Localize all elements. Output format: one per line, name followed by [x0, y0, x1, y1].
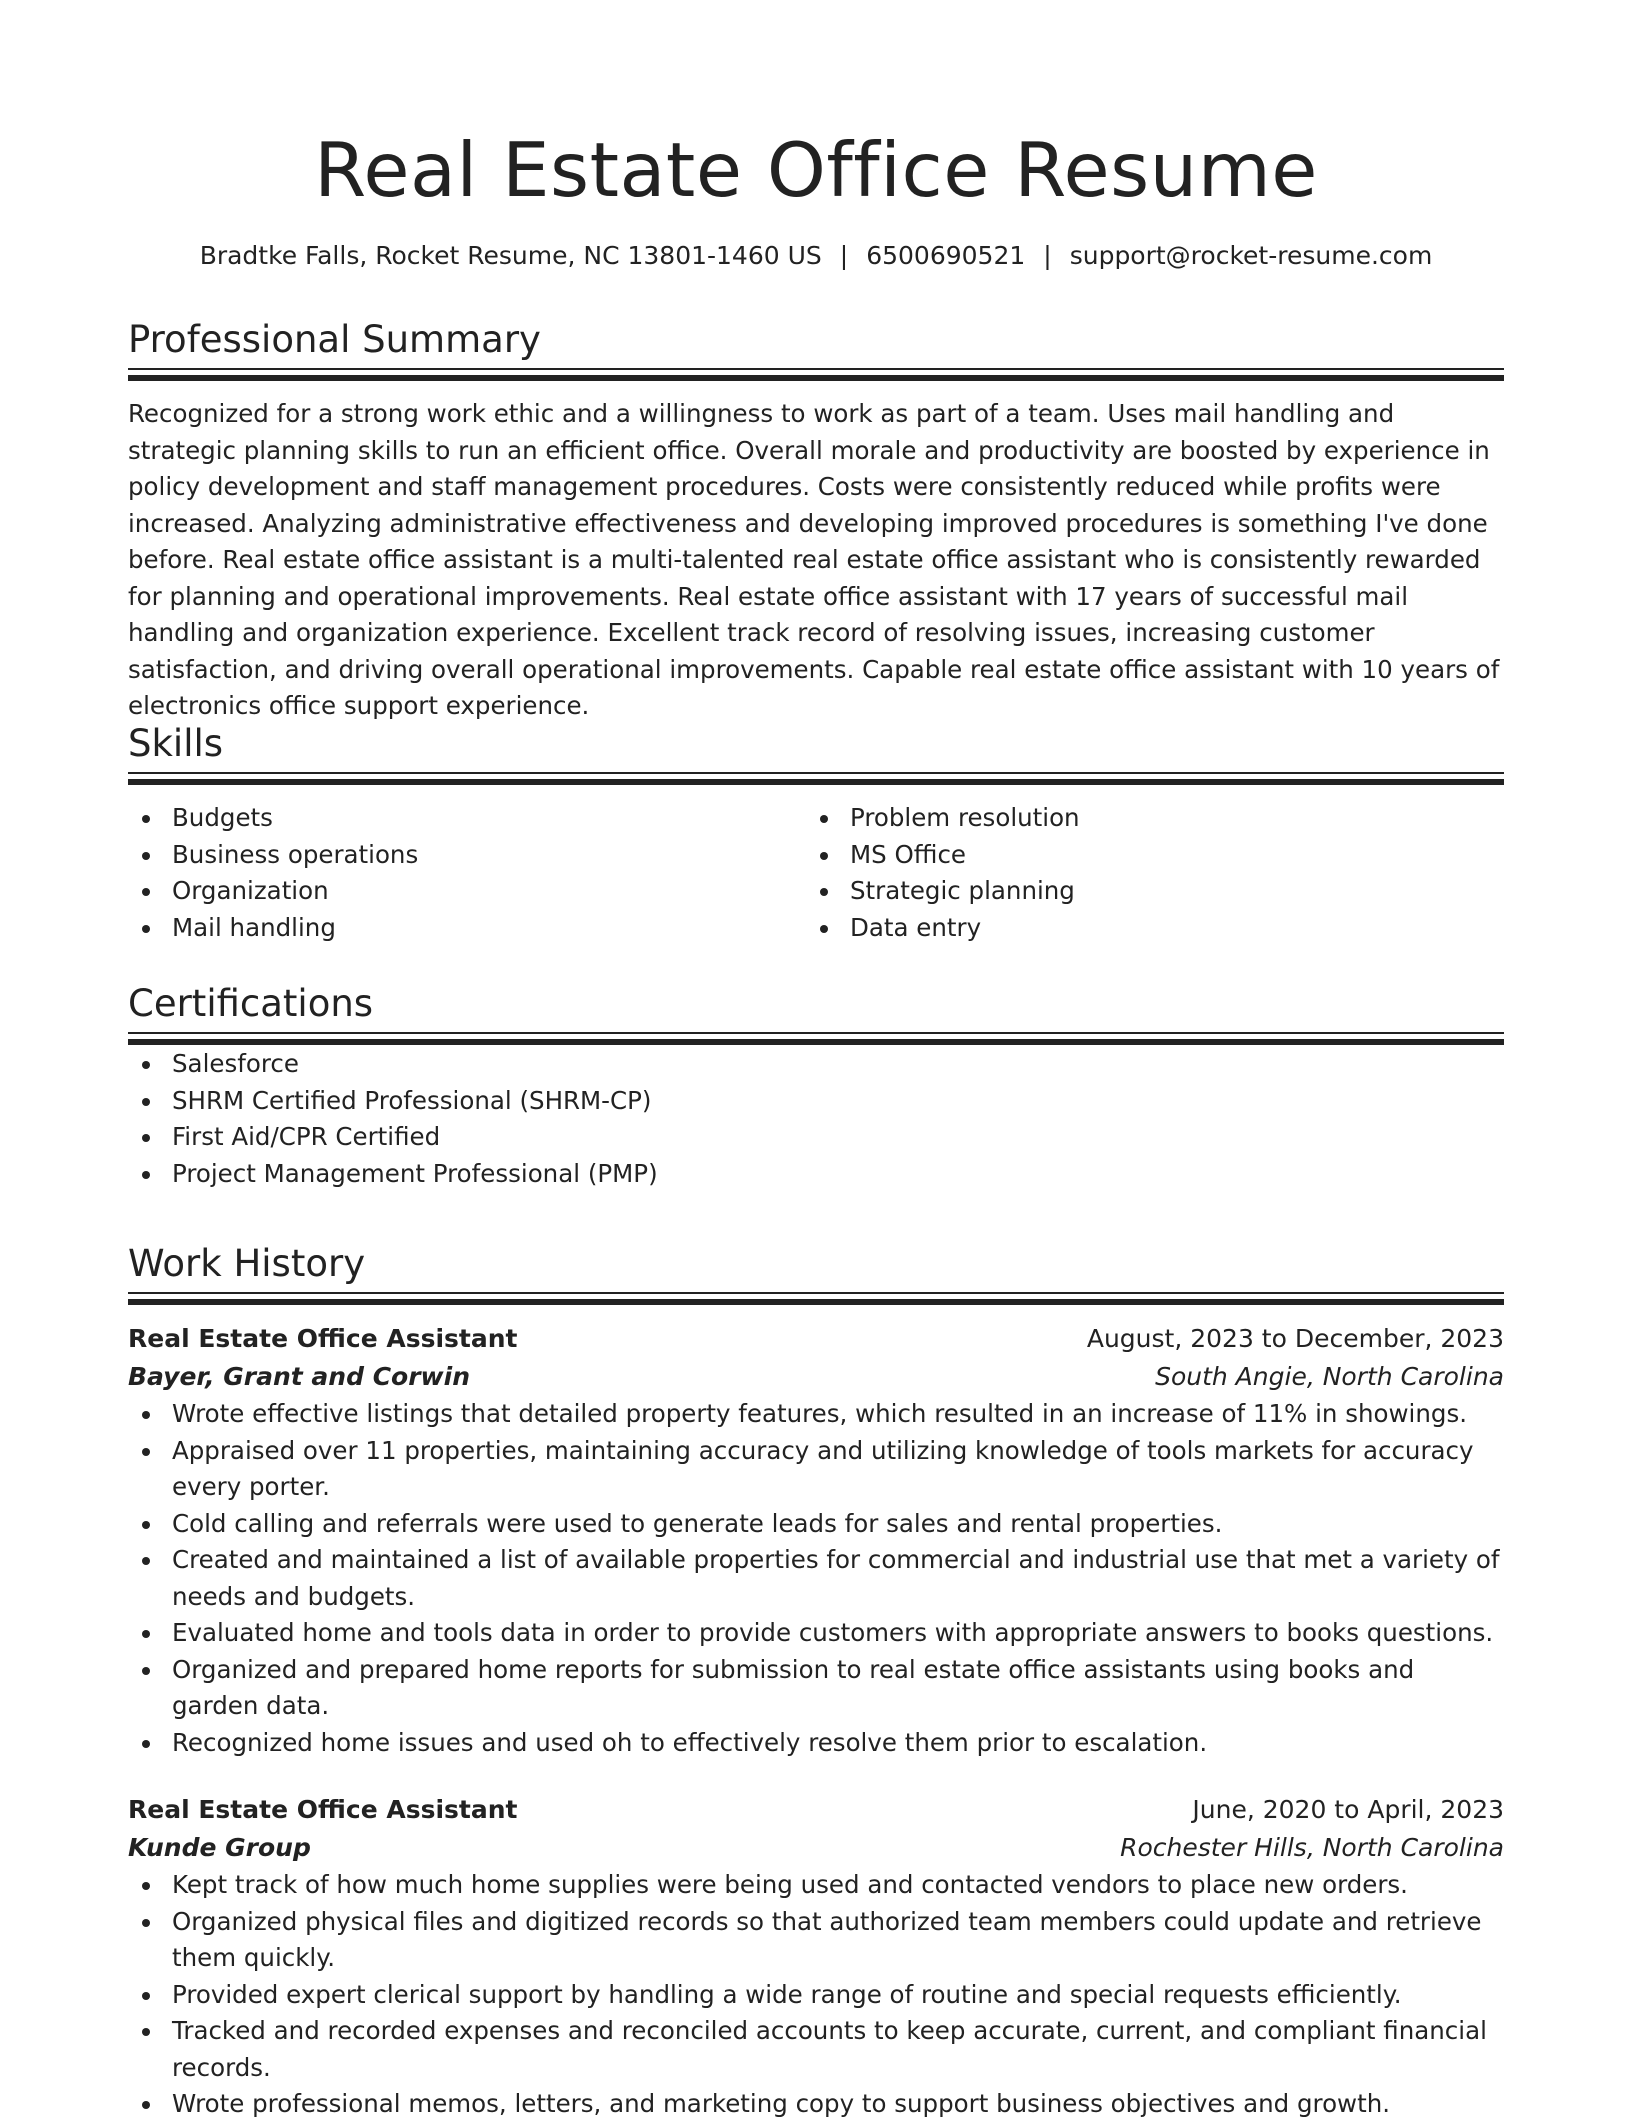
- contact-line: [128, 238, 1504, 274]
- skills-columns: [128, 800, 1504, 946]
- job-duties-list: [128, 1396, 1504, 1761]
- list-item: SHRM Certified Professional (SHRM-CP): [128, 1083, 1504, 1120]
- list-item: Recognized home issues and used oh to effectively resolve them prior to escalation.: [128, 1725, 1504, 1762]
- job-company: Bayer, Grant and Corwin: [128, 1362, 471, 1391]
- section-divider: [128, 1032, 1504, 1046]
- skills-section: [128, 720, 1504, 946]
- list-item: Problem resolution: [806, 800, 1484, 837]
- certifications-section: [128, 980, 1504, 1192]
- list-item: First Aid/CPR Certified: [128, 1119, 1504, 1156]
- list-item: Data entry: [806, 910, 1484, 947]
- list-item: Cold calling and referrals were used to generate leads for sales and rental properties.: [128, 1506, 1504, 1543]
- job-subheader: [128, 1358, 1504, 1396]
- list-item: Kept track of how much home supplies were being used and contacted vendors to place new orders.: [128, 1867, 1504, 1904]
- contact-phone: 6500690521: [866, 241, 1026, 270]
- page-title: Real Estate Office Resume: [314, 126, 1318, 214]
- list-item: Project Management Professional (PMP): [128, 1156, 1504, 1193]
- list-item: Strategic planning: [806, 873, 1484, 910]
- contact-address: Bradtke Falls, Rocket Resume, NC 13801-1460 US: [199, 241, 822, 270]
- work-history-heading: Work History: [128, 1242, 366, 1285]
- section-divider: [128, 772, 1504, 786]
- list-item: Appraised over 11 properties, maintaining accuracy and utilizing knowledge of tools markets for accuracy every porter.: [128, 1433, 1504, 1506]
- list-item: Salesforce: [128, 1046, 1504, 1083]
- job-entry: [128, 1791, 1504, 2123]
- section-divider: [128, 368, 1504, 382]
- list-item: Organized physical files and digitized records so that authorized team members could update and retrieve them quickly.: [128, 1904, 1504, 1977]
- contact-separator: |: [839, 241, 849, 270]
- list-item: Created and maintained a list of available properties for commercial and industrial use that met a variety of needs and budgets.: [128, 1542, 1504, 1615]
- list-item: Organized and prepared home reports for submission to real estate office assistants using books and garden data.: [128, 1652, 1504, 1725]
- list-item: Wrote professional memos, letters, and marketing copy to support business objectives and growth.: [128, 2086, 1504, 2123]
- job-duties-list: [128, 1867, 1504, 2123]
- job-subheader: [128, 1829, 1504, 1867]
- list-item: Tracked and recorded expenses and reconciled accounts to keep accurate, current, and compliant financial records.: [128, 2013, 1504, 2086]
- job-header: [128, 1791, 1504, 1829]
- skills-list-right: [806, 800, 1484, 946]
- list-item: Provided expert clerical support by handling a wide range of routine and special requests efficiently.: [128, 1977, 1504, 2014]
- list-item: MS Office: [806, 837, 1484, 874]
- summary-section: [128, 316, 1504, 725]
- contact-email: support@rocket-resume.com: [1069, 241, 1433, 270]
- job-location: Rochester Hills, North Carolina: [1120, 1833, 1504, 1862]
- list-item: Business operations: [128, 837, 806, 874]
- contact-separator: |: [1043, 241, 1052, 270]
- certifications-list: [128, 1046, 1504, 1192]
- job-dates: June, 2020 to April, 2023: [1192, 1795, 1504, 1824]
- skills-heading: Skills: [128, 722, 224, 765]
- list-item: Mail handling: [128, 910, 806, 947]
- list-item: Budgets: [128, 800, 806, 837]
- certifications-heading: Certifications: [128, 982, 374, 1025]
- work-history-section: [128, 1240, 1504, 2123]
- summary-text: Recognized for a strong work ethic and a willingness to work as part of a team. Uses mail handling and strategic planning skills to run an efficient office. Overall morale and productivity are boosted by experience in policy development and staff management procedures. Costs were consistently reduced while profits were increased. Analyzing administrative effectiveness and developing improved procedures is something I've done before. Real estate office assistant is a multi-talented real estate office assistant who is consistently rewarded for planning and operational improvements. Real estate office assistant with 17 years of successful mail handling and organization experience. Excellent track record of resolving issues, increasing customer satisfaction, and driving overall operational improvements. Capable real estate office assistant with 10 years of electronics office support experience.: [128, 399, 1500, 720]
- job-dates: August, 2023 to December, 2023: [1086, 1324, 1504, 1353]
- job-title: Real Estate Office Assistant: [128, 1795, 518, 1824]
- job-entry: [128, 1320, 1504, 1761]
- list-item: Organization: [128, 873, 806, 910]
- section-divider: [128, 1292, 1504, 1306]
- list-item: Evaluated home and tools data in order to provide customers with appropriate answers to books questions.: [128, 1615, 1504, 1652]
- job-header: [128, 1320, 1504, 1358]
- job-title: Real Estate Office Assistant: [128, 1324, 518, 1353]
- job-company: Kunde Group: [128, 1833, 311, 1862]
- list-item: Wrote effective listings that detailed property features, which resulted in an increase of 11% in showings.: [128, 1396, 1504, 1433]
- job-location: South Angie, North Carolina: [1155, 1362, 1504, 1391]
- skills-list-left: [128, 800, 806, 946]
- summary-heading: Professional Summary: [128, 318, 541, 361]
